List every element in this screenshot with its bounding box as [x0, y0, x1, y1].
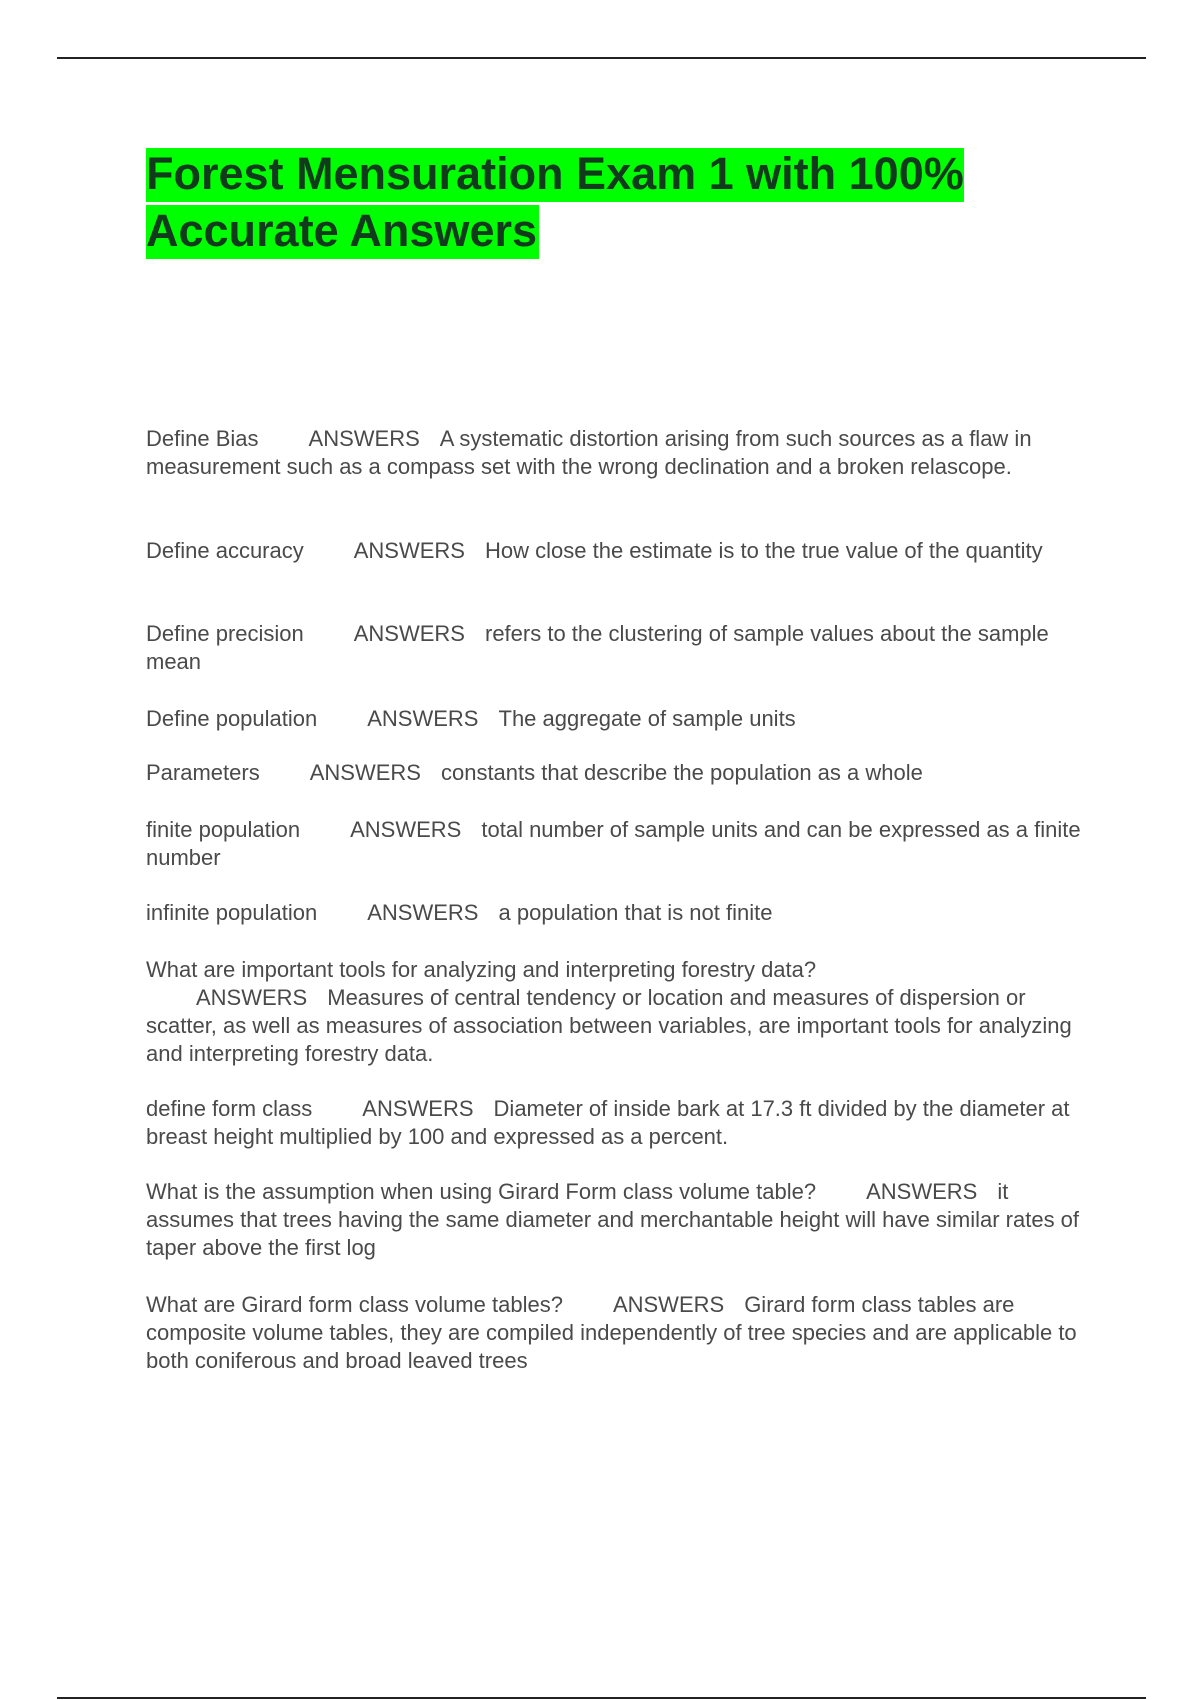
question: Define accuracy: [146, 538, 304, 563]
qa-item: [146, 956, 1091, 1068]
document-title: [146, 145, 1146, 259]
answers-label: ANSWERS: [866, 1179, 978, 1204]
qa-item: [146, 899, 1091, 927]
question: What are Girard form class volume tables?: [146, 1292, 563, 1317]
answer: total number of sample units and can be expressed as a finite number: [146, 817, 1081, 870]
answer: How close the estimate is to the true value of the quantity: [485, 538, 1043, 563]
question: Parameters: [146, 760, 260, 785]
answers-label: ANSWERS: [308, 426, 420, 451]
question: finite population: [146, 817, 301, 842]
answers-label: ANSWERS: [367, 706, 479, 731]
qa-item: [146, 620, 1091, 676]
question: infinite population: [146, 900, 318, 925]
answers-label: ANSWERS: [196, 985, 308, 1010]
qa-item: [146, 537, 1091, 565]
qa-item: [146, 1178, 1091, 1262]
answer: it assumes that trees having the same diameter and merchantable height will have similar rates of taper above the first log: [146, 1179, 1080, 1260]
answer: The aggregate of sample units: [498, 706, 796, 731]
answer: Girard form class tables are composite volume tables, they are compiled independently of tree species and are applicable to both coniferous and broad leaved trees: [146, 1292, 1077, 1373]
answers-label: ANSWERS: [367, 900, 479, 925]
question: Define population: [146, 706, 318, 731]
qa-item: [146, 1291, 1091, 1375]
answer: refers to the clustering of sample values about the sample mean: [146, 621, 1049, 674]
answer: Diameter of inside bark at 17.3 ft divided by the diameter at breast height multiplied by 100 and expressed as a percent.: [146, 1096, 1070, 1149]
answer: constants that describe the population as a whole: [440, 760, 923, 785]
header-rule: [57, 57, 1146, 59]
answer: a population that is not finite: [498, 900, 773, 925]
answer: A systematic distortion arising from such sources as a flaw in measurement such as a compass set with the wrong declination and a broken relascope.: [146, 426, 1032, 479]
question: define form class: [146, 1096, 313, 1121]
question: Define precision: [146, 621, 304, 646]
title-highlight: Forest Mensuration Exam 1 with 100% Accurate Answers: [146, 148, 964, 259]
answers-label: ANSWERS: [353, 538, 465, 563]
question: Define Bias: [146, 426, 259, 451]
footer-rule: [57, 1697, 1146, 1699]
qa-item: [146, 425, 1091, 481]
answers-label: ANSWERS: [309, 760, 421, 785]
answers-label: ANSWERS: [350, 817, 462, 842]
answers-label: ANSWERS: [353, 621, 465, 646]
qa-item: [146, 759, 1091, 787]
qa-item: [146, 1095, 1091, 1151]
question: What is the assumption when using Girard Form class volume table?: [146, 1179, 817, 1204]
question: What are important tools for analyzing and interpreting forestry data?: [146, 957, 817, 982]
answers-label: ANSWERS: [612, 1292, 725, 1317]
answers-label: ANSWERS: [362, 1096, 474, 1121]
qa-item: [146, 705, 1091, 733]
qa-item: [146, 816, 1091, 872]
answer: Measures of central tendency or location and measures of dispersion or scatter, as well as measures of association between variables, are important tools for analyzing and interpreting forestry data.: [146, 985, 1072, 1066]
